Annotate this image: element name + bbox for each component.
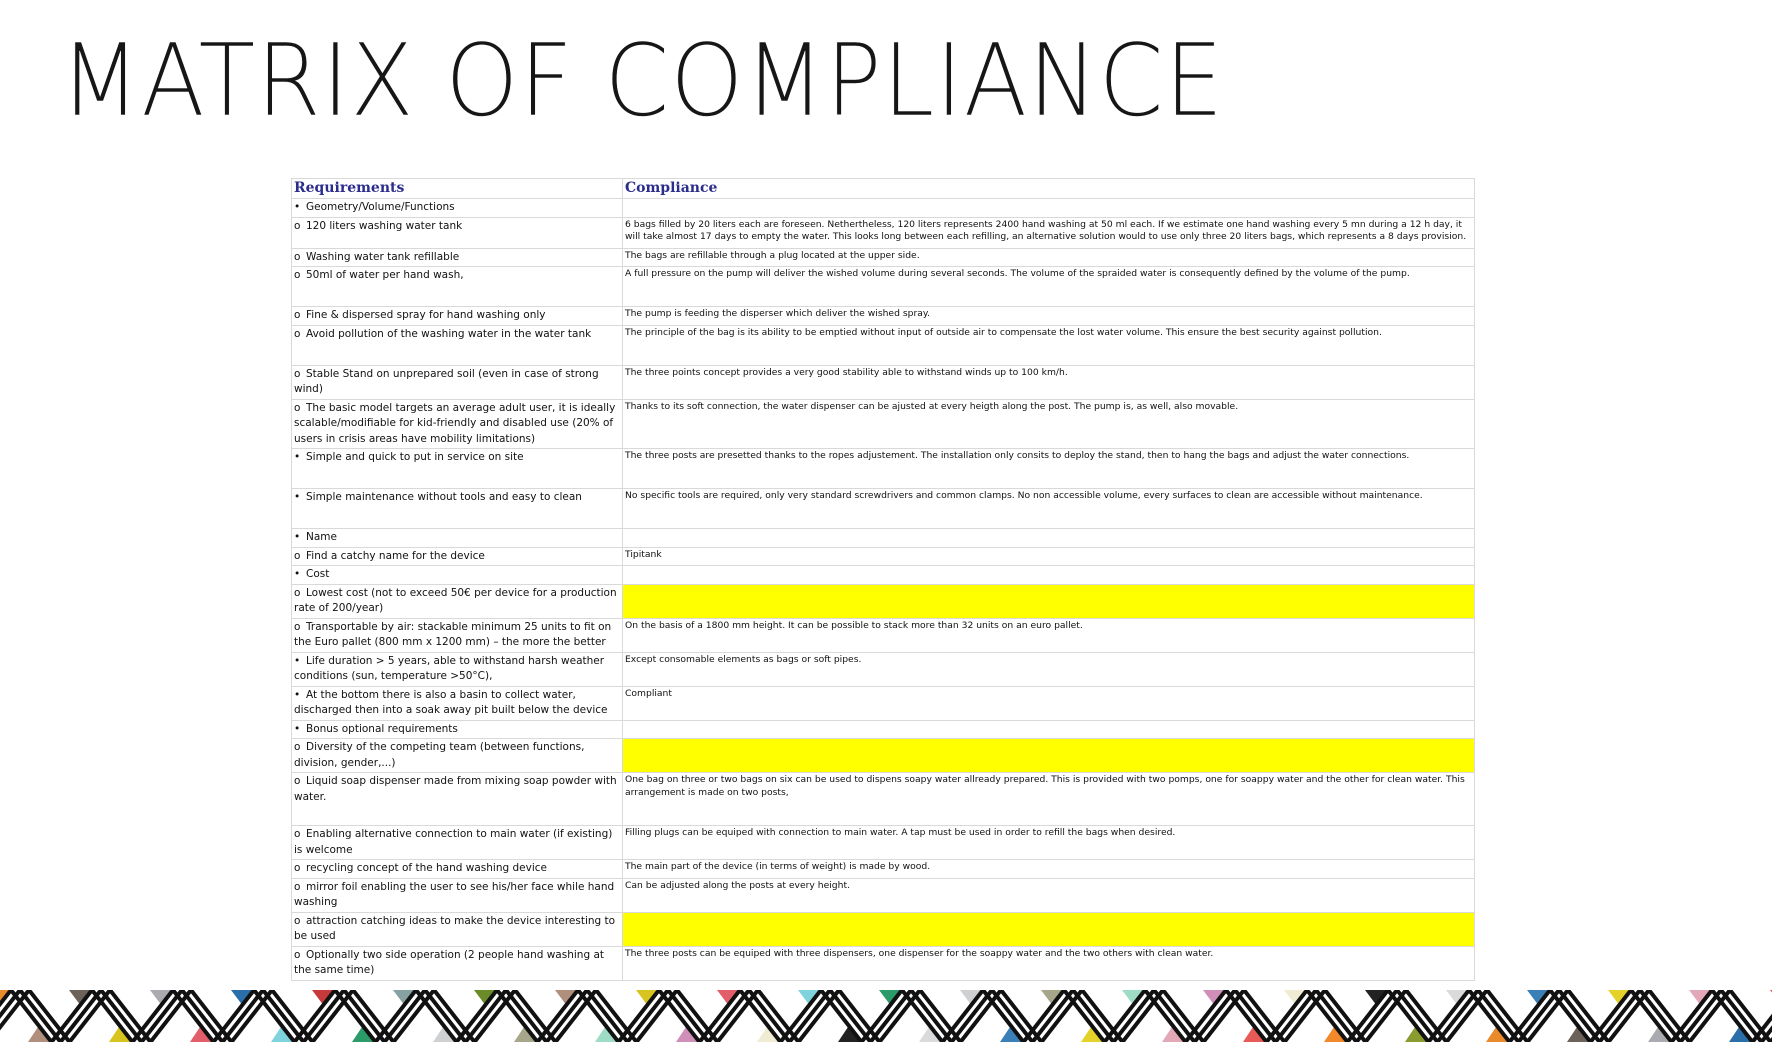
requirement-text: Life duration > 5 years, able to withstand harsh weather conditions (sun, temperature >50°C), xyxy=(294,654,605,682)
requirement-text: Optionally two side operation (2 people hand washing at the same time) xyxy=(294,948,604,976)
table-row xyxy=(292,946,1475,980)
requirement-cell xyxy=(292,267,623,307)
table-row xyxy=(292,399,1475,449)
table-row xyxy=(292,489,1475,529)
requirement-text: At the bottom there is also a basin to collect water, discharged then into a soak away pit built below the device xyxy=(294,688,608,716)
compliance-cell xyxy=(623,566,1475,585)
requirement-text: Lowest cost (not to exceed 50€ per device for a production rate of 200/year) xyxy=(294,586,617,614)
table-row xyxy=(292,773,1475,826)
requirement-text: Geometry/Volume/Functions xyxy=(306,201,455,213)
requirement-text: Fine & dispersed spray for hand washing only xyxy=(306,309,546,321)
table-row xyxy=(292,307,1475,326)
bullet-marker: • xyxy=(294,654,301,667)
requirement-cell xyxy=(292,529,623,548)
compliance-cell: The principle of the bag is its ability to be emptied without input of outside air to compensate the lost water volume. This ensure the best security against pollution. xyxy=(623,325,1475,365)
compliance-cell: Compliant xyxy=(623,686,1475,720)
table-row xyxy=(292,365,1475,399)
table-row xyxy=(292,199,1475,218)
table-row xyxy=(292,566,1475,585)
decorative-triangle-pattern xyxy=(0,990,1772,1042)
requirement-cell xyxy=(292,652,623,686)
requirement-cell xyxy=(292,686,623,720)
requirement-cell xyxy=(292,878,623,912)
compliance-cell: 6 bags filled by 20 liters each are foreseen. Nethertheless, 120 liters represents 2400 hand washing at 50 ml each. If we estimate one hand washing every 5 mn during a 12 h day, it will take almost 17 days to empty the water. This looks long between each refilling, an alternative solution would to use only three 20 liters bags, which represents a 8 days provision. xyxy=(623,217,1475,248)
bullet-marker: o xyxy=(294,948,301,961)
requirement-cell xyxy=(292,547,623,566)
bullet-marker: • xyxy=(294,568,301,580)
compliance-header: Compliance xyxy=(623,179,1475,199)
requirement-cell xyxy=(292,365,623,399)
bullet-marker: • xyxy=(294,201,301,213)
table-row xyxy=(292,584,1475,618)
requirement-text: Washing water tank refillable xyxy=(306,250,460,263)
bullet-marker: o xyxy=(294,309,301,321)
bullet-marker: o xyxy=(294,828,301,840)
compliance-cell: The three posts are presetted thanks to the ropes adjustement. The installation only consits to deploy the stand, then to hang the bags and adjust the water connections. xyxy=(623,449,1475,489)
table-row xyxy=(292,547,1475,566)
requirement-cell xyxy=(292,217,623,248)
requirement-cell xyxy=(292,860,623,879)
compliance-cell: The three posts can be equiped with three dispensers, one dispenser for the soappy water and the two others with clean water. xyxy=(623,946,1475,980)
triangle-pattern-graphic xyxy=(0,990,1772,1042)
compliance-cell: Filling plugs can be equiped with connection to main water. A tap must be used in order to refill the bags when desired. xyxy=(623,826,1475,860)
bullet-marker: o xyxy=(294,401,301,414)
compliance-cell xyxy=(623,199,1475,218)
bullet-marker: • xyxy=(294,531,301,543)
requirement-cell xyxy=(292,199,623,218)
bullet-marker: • xyxy=(294,688,301,701)
requirement-text: Avoid pollution of the washing water in the water tank xyxy=(306,327,592,340)
compliance-cell: The three points concept provides a very good stability able to withstand winds up to 100 km/h. xyxy=(623,365,1475,399)
bullet-marker: • xyxy=(294,491,301,503)
requirement-cell xyxy=(292,584,623,618)
table-row xyxy=(292,248,1475,267)
requirement-cell xyxy=(292,946,623,980)
requirement-cell xyxy=(292,618,623,652)
bullet-marker: o xyxy=(294,219,301,232)
requirement-text: Bonus optional requirements xyxy=(306,722,458,735)
table-row xyxy=(292,720,1475,739)
bullet-marker: o xyxy=(294,367,301,380)
requirement-text: Liquid soap dispenser made from mixing soap powder with water. xyxy=(294,775,617,803)
compliance-cell: No specific tools are required, only very standard screwdrivers and common clamps. No non accessible volume, every surfaces to clean are accessible without maintenance. xyxy=(623,489,1475,529)
table-row xyxy=(292,267,1475,307)
compliance-cell: A full pressure on the pump will deliver the wished volume during several seconds. The volume of the spraided water is consequently defined by the volume of the pump. xyxy=(623,267,1475,307)
table-row xyxy=(292,878,1475,912)
requirement-cell xyxy=(292,248,623,267)
bullet-marker: o xyxy=(294,775,301,787)
compliance-cell: Tipitank xyxy=(623,547,1475,566)
requirement-cell xyxy=(292,826,623,860)
compliance-cell: Except consomable elements as bags or soft pipes. xyxy=(623,652,1475,686)
requirement-cell xyxy=(292,773,623,826)
compliance-cell xyxy=(623,529,1475,548)
requirement-cell xyxy=(292,489,623,529)
requirement-text: Simple and quick to put in service on site xyxy=(306,451,524,463)
bullet-marker: o xyxy=(294,549,301,562)
requirement-cell xyxy=(292,449,623,489)
requirement-cell xyxy=(292,566,623,585)
compliance-matrix-table xyxy=(291,178,1475,981)
bullet-marker: o xyxy=(294,327,301,340)
bullet-marker: o xyxy=(294,250,301,263)
bullet-marker: o xyxy=(294,620,301,633)
bullet-marker: • xyxy=(294,722,301,735)
requirement-text: Name xyxy=(306,531,337,543)
compliance-cell: Can be adjusted along the posts at every height. xyxy=(623,878,1475,912)
bullet-marker: o xyxy=(294,862,301,874)
bullet-marker: o xyxy=(294,914,301,927)
bullet-marker: o xyxy=(294,269,301,281)
requirement-text: attraction catching ideas to make the device interesting to be used xyxy=(294,914,616,942)
bullet-marker: o xyxy=(294,586,301,599)
requirement-text: mirror foil enabling the user to see his/her face while hand washing xyxy=(294,880,615,908)
requirement-text: Enabling alternative connection to main water (if existing) is welcome xyxy=(294,828,613,856)
compliance-cell-highlighted xyxy=(623,912,1475,946)
table-body xyxy=(292,199,1475,981)
bullet-marker: o xyxy=(294,741,301,753)
bullet-marker: • xyxy=(294,451,301,463)
compliance-cell: The bags are refillable through a plug located at the upper side. xyxy=(623,248,1475,267)
table-row xyxy=(292,912,1475,946)
compliance-cell: Thanks to its soft connection, the water dispenser can be ajusted at every heigth along the post. The pump is, as well, also movable. xyxy=(623,399,1475,449)
compliance-cell: The pump is feeding the disperser which deliver the wished spray. xyxy=(623,307,1475,326)
requirement-cell xyxy=(292,325,623,365)
compliance-cell-highlighted xyxy=(623,584,1475,618)
requirement-text: Simple maintenance without tools and easy to clean xyxy=(306,491,582,503)
table-row xyxy=(292,217,1475,248)
requirement-text: 120 liters washing water tank xyxy=(306,219,463,232)
table-row xyxy=(292,860,1475,879)
requirement-cell xyxy=(292,307,623,326)
table-row xyxy=(292,618,1475,652)
compliance-cell-highlighted xyxy=(623,739,1475,773)
compliance-cell: The main part of the device (in terms of weight) is made by wood. xyxy=(623,860,1475,879)
compliance-cell: One bag on three or two bags on six can be used to dispens soapy water allready prepared. This is provided with two pomps, one for soappy water and the other for clean water. This arrangement is made on two posts, xyxy=(623,773,1475,826)
requirement-cell xyxy=(292,720,623,739)
requirement-cell xyxy=(292,399,623,449)
requirement-text: Diversity of the competing team (between functions, division, gender,...) xyxy=(294,741,585,769)
requirement-cell xyxy=(292,912,623,946)
table-row xyxy=(292,529,1475,548)
requirement-text: Cost xyxy=(306,568,330,580)
requirement-text: Find a catchy name for the device xyxy=(306,549,485,562)
requirement-cell xyxy=(292,739,623,773)
table-row xyxy=(292,826,1475,860)
requirement-text: recycling concept of the hand washing device xyxy=(306,862,547,874)
table-row xyxy=(292,325,1475,365)
requirement-text: Stable Stand on unprepared soil (even in case of strong wind) xyxy=(294,367,599,395)
requirement-text: 50ml of water per hand wash, xyxy=(306,269,464,281)
bullet-marker: o xyxy=(294,880,301,893)
requirement-text: Transportable by air: stackable minimum 25 units to fit on the Euro pallet (800 mm x 1200 mm) – the more the better xyxy=(294,620,612,648)
table-row xyxy=(292,686,1475,720)
compliance-cell: On the basis of a 1800 mm height. It can be possible to stack more than 32 units on an euro pallet. xyxy=(623,618,1475,652)
page-title: MATRIX OF COMPLIANCE xyxy=(60,22,1225,139)
table-row xyxy=(292,652,1475,686)
table-row xyxy=(292,739,1475,773)
table-row xyxy=(292,449,1475,489)
table-header-row xyxy=(292,179,1475,199)
compliance-cell xyxy=(623,720,1475,739)
requirements-header: Requirements xyxy=(292,179,623,199)
requirement-text: The basic model targets an average adult user, it is ideally scalable/modifiable for kid-friendly and disabled use (20% of users in crisis areas have mobility limitations) xyxy=(294,401,616,445)
